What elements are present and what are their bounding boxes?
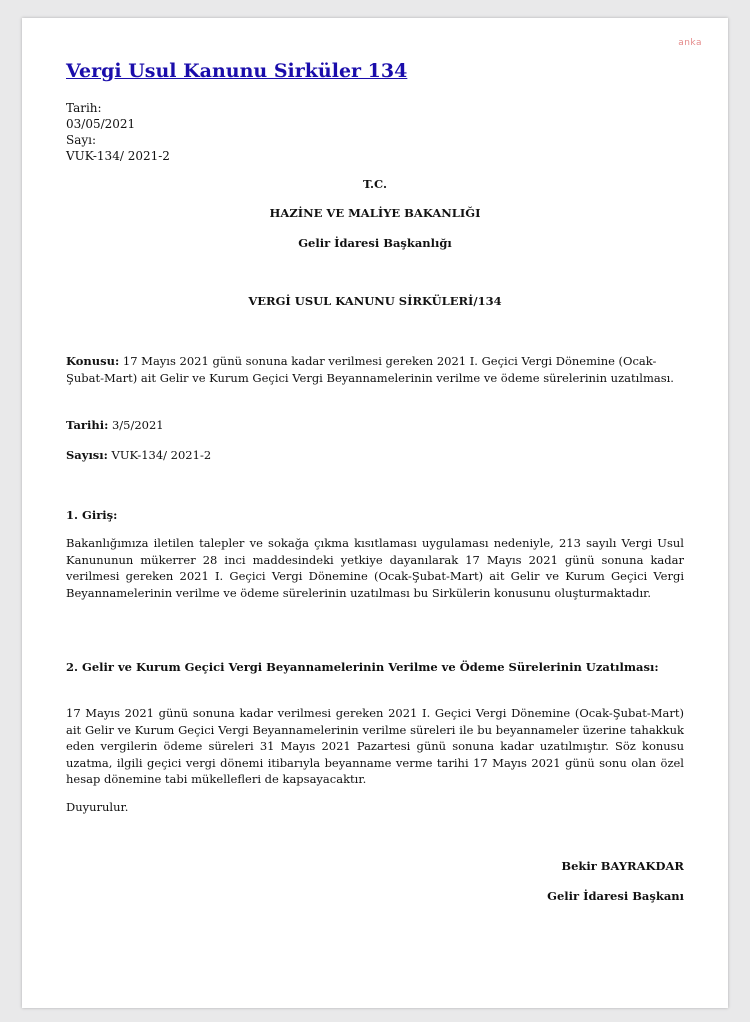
number-label: Sayı: bbox=[66, 133, 97, 147]
number-value: VUK-134/ 2021-2 bbox=[66, 149, 170, 163]
closing-text: Duyurulur. bbox=[66, 800, 129, 814]
subject-text: 17 Mayıs 2021 günü sonuna kadar verilmesi gereken 2021 I. Geçici Vergi Dönemine (Ocak-Şubat-Mart) ait Gelir ve Kurum Geçici Vergi Beyannamelerinin verilme ve ödeme sürelerinin uzatılması. bbox=[66, 354, 674, 385]
signature-name: Bekir BAYRAKDAR bbox=[561, 859, 684, 873]
header-tc: T.C. bbox=[362, 177, 388, 191]
section2-heading: 2. Gelir ve Kurum Geçici Vergi Beyannamelerinin Verilme ve Ödeme Sürelerinin Uzatılması: bbox=[66, 660, 659, 674]
subject-label: Konusu: bbox=[66, 354, 120, 368]
circular-title: VERGİ USUL KANUNU SİRKÜLERİ/134 bbox=[248, 294, 502, 308]
date-value: 03/05/2021 bbox=[66, 117, 136, 131]
document-page bbox=[22, 18, 728, 1008]
number-line-label: Sayısı: bbox=[66, 448, 108, 462]
section1-body: Bakanlığımıza iletilen talepler ve sokağa çıkma kısıtlaması uygulaması nedeniyle, 213 sayılı Vergi Usul Kanununun mükerrer 28 inci maddesindeki yetkiye dayanılarak 17 Mayıs 2021 günü sonuna kadar verilmesi gereken 2021 I. Geçici Vergi Dönemine (Ocak-Şubat-Mart) ait Gelir ve Kurum Geçici Vergi Beyannamelerinin verilme ve ödeme sürelerinin uzatılması bu Sirkülerin konusunu oluşturmaktadır. bbox=[66, 536, 684, 600]
meta-block bbox=[66, 100, 170, 164]
date-label: Tarih: bbox=[66, 101, 102, 115]
date-line-label: Tarihi: bbox=[66, 418, 109, 432]
signature-position: Gelir İdaresi Başkanı bbox=[547, 889, 684, 903]
header-ministry: HAZİNE VE MALİYE BAKANLIĞI bbox=[269, 206, 481, 220]
number-line bbox=[66, 447, 684, 464]
header-department: Gelir İdaresi Başkanlığı bbox=[298, 236, 452, 250]
date-line-value: 3/5/2021 bbox=[108, 418, 164, 432]
page-title[interactable]: Vergi Usul Kanunu Sirküler 134 bbox=[66, 60, 408, 82]
number-line-value: VUK-134/ 2021-2 bbox=[107, 448, 212, 462]
section1-heading: 1. Giriş: bbox=[66, 508, 118, 522]
section2-body: 17 Mayıs 2021 günü sonuna kadar verilmesi gereken 2021 I. Geçici Vergi Dönemine (Ocak-Şubat-Mart) ait Gelir ve Kurum Geçici Vergi Beyannamelerinin verilme süreleri ile bu beyannameler üzerine tahakkuk eden vergilerin ödeme süreleri 31 Mayıs 2021 Pazartesi günü sonuna kadar uzatılmıştır. Söz konusu uzatma, ilgili geçici vergi dönemi itibarıyla beyanname verme tarihi 17 Mayıs 2021 günü sonu olan özel hesap dönemine tabi mükellefleri de kapsayacaktır. bbox=[66, 706, 684, 786]
date-line bbox=[66, 417, 684, 434]
watermark: anka bbox=[678, 38, 702, 48]
subject-paragraph bbox=[66, 353, 684, 386]
